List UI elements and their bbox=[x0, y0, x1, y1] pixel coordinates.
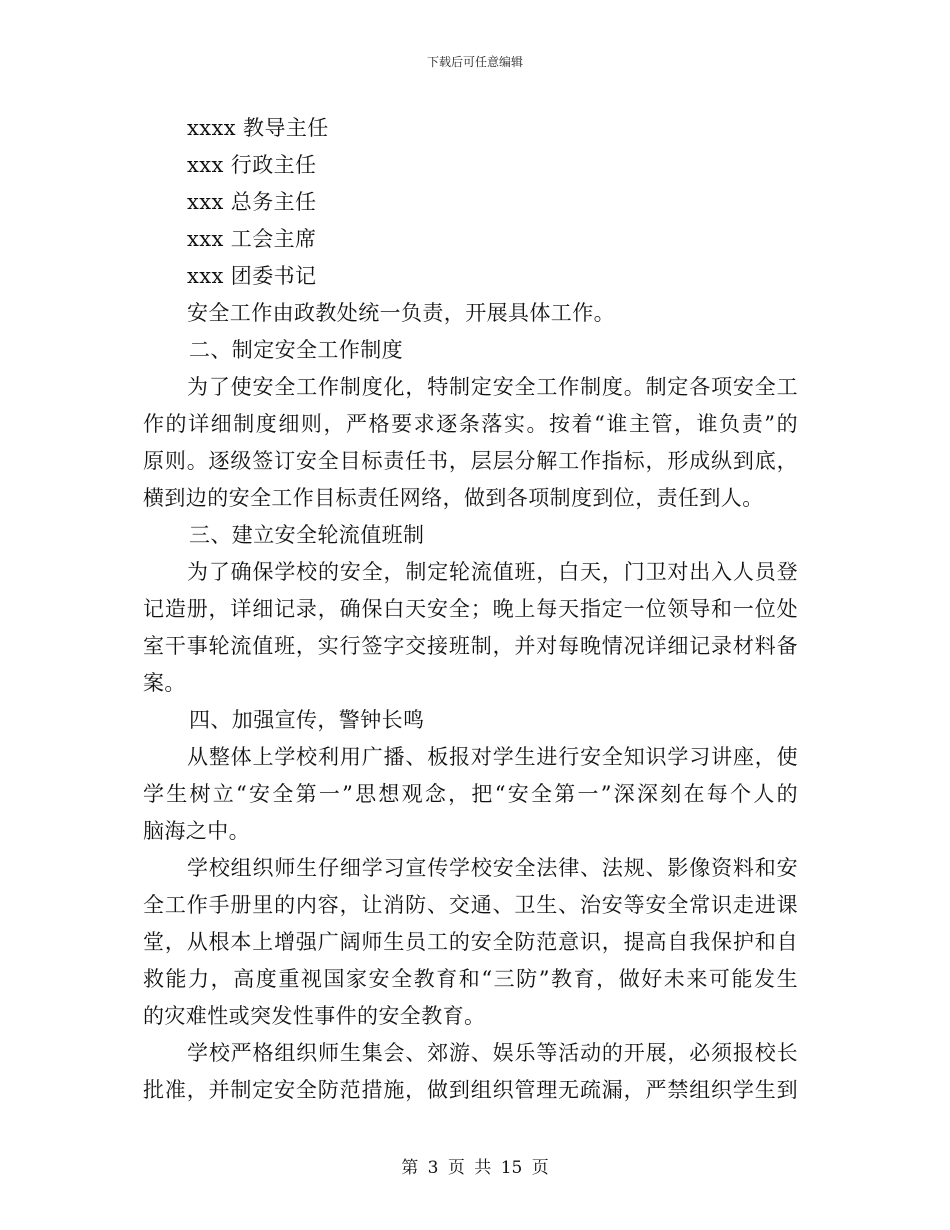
staff-line: xxx 团委书记 bbox=[187, 264, 317, 288]
paragraph-line: 全工作手册里的内容，让消防、交通、卫生、治安等安全常识走进课 bbox=[143, 893, 798, 917]
paragraph-line: 堂，从根本上增强广阔师生员工的安全防范意识，提高自我保护和自 bbox=[143, 930, 798, 954]
paragraph-line: 安全工作由政教处统一负责，开展具体工作。 bbox=[187, 301, 615, 325]
paragraph-line: 横到边的安全工作目标责任网络，做到各项制度到位，责任到人。 bbox=[143, 486, 764, 510]
section-heading: 三、建立安全轮流值班制 bbox=[189, 523, 425, 547]
paragraph-line: 原则。逐级签订安全目标责任书，层层分解工作指标，形成纵到底， bbox=[143, 449, 798, 473]
staff-line: xxx 总务主任 bbox=[187, 190, 317, 214]
staff-line: xxx 行政主任 bbox=[187, 153, 317, 177]
paragraph-line: 案。 bbox=[143, 671, 186, 695]
paragraph-line: 脑海之中。 bbox=[143, 819, 250, 843]
staff-line: xxx 工会主席 bbox=[187, 227, 317, 251]
page-header: 下载后可任意编辑 bbox=[426, 55, 523, 69]
paragraph-line: 学校严格组织师生集会、郊游、娱乐等活动的开展，必须报校长 bbox=[187, 1041, 798, 1065]
paragraph-line: 的灾难性或突发性事件的安全教育。 bbox=[143, 1004, 486, 1028]
section-heading: 四、加强宣传，警钟长鸣 bbox=[189, 708, 425, 732]
paragraph-line: 救能力，高度重视国家安全教育和“三防”教育，做好未来可能发生 bbox=[143, 967, 798, 991]
page-number: 第 3 页 共 15 页 bbox=[401, 1158, 549, 1178]
paragraph-line: 作的详细制度细则，严格要求逐条落实。按着“谁主管，谁负责”的 bbox=[143, 412, 798, 436]
document-body bbox=[143, 110, 798, 1109]
paragraph-line: 为了使安全工作制度化，特制定安全工作制度。制定各项安全工 bbox=[187, 375, 798, 399]
paragraph-line: 学校组织师生仔细学习宣传学校安全法律、法规、影像资料和安 bbox=[187, 856, 798, 880]
staff-line: xxxx 教导主任 bbox=[187, 116, 329, 140]
section-heading: 二、制定安全工作制度 bbox=[189, 338, 403, 362]
paragraph-line: 学生树立“安全第一”思想观念，把“安全第一”深深刻在每个人的 bbox=[143, 782, 798, 806]
paragraph-line: 为了确保学校的安全，制定轮流值班，白天，门卫对出入人员登 bbox=[187, 560, 798, 584]
paragraph-line: 室干事轮流值班，实行签字交接班制，并对每晚情况详细记录材料备 bbox=[143, 634, 798, 658]
paragraph-line: 记造册，详细记录，确保白天安全；晚上每天指定一位领导和一位处 bbox=[143, 597, 798, 621]
paragraph-line: 批准，并制定安全防范措施，做到组织管理无疏漏，严禁组织学生到 bbox=[143, 1078, 798, 1102]
paragraph-line: 从整体上学校利用广播、板报对学生进行安全知识学习讲座，使 bbox=[187, 745, 798, 769]
